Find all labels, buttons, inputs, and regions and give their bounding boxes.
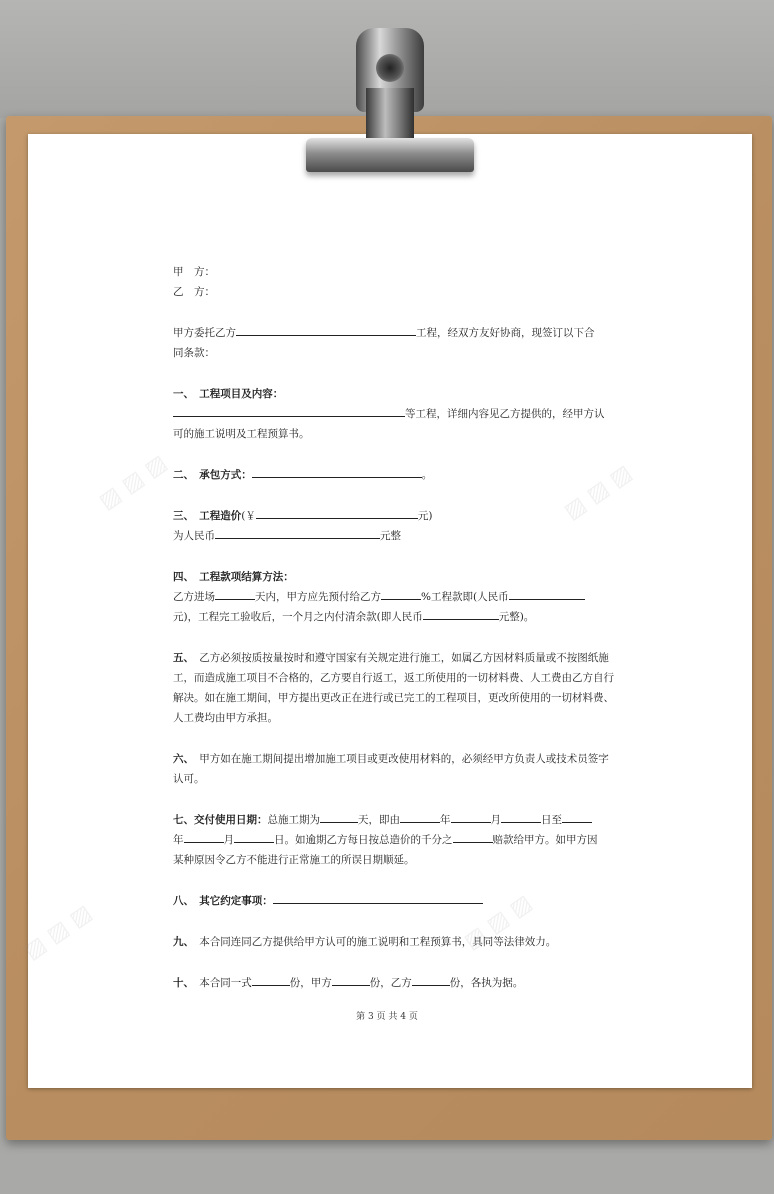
watermark: ▨ ▨ ▨ xyxy=(19,900,97,965)
section-5-line-2: 工，而造成施工项目不合格的，乙方要自行返工，返工所使用的一切材料费、人工费由乙方自行 xyxy=(173,672,614,684)
section-9-line: 九、 本合同连同乙方提供给甲方认可的施工说明和工程预算书，具同等法律效力。 xyxy=(173,936,557,948)
page-number-footer: 第 3 页 共 4 页 xyxy=(356,1012,418,1022)
section-6-line-1: 六、 甲方如在施工期间提出增加施工项目或更改使用材料的，必须经甲方负责人或技术员签字 xyxy=(173,753,609,765)
section-1-title: 一、 工程项目及内容： xyxy=(173,388,284,400)
section-7-line-2: 年 月 日。如逾期乙方每日按总造价的千分之 赔款给甲方。如甲方因 xyxy=(173,830,613,850)
section-5-line-4: 人工费均由甲方承担。 xyxy=(173,712,278,724)
section-3-line-2: 为人民币 元整 xyxy=(173,526,613,546)
section-1-line-1: 等工程，详细内容见乙方提供的，经甲方认 xyxy=(173,404,613,424)
section-8-line: 八、 其它约定事项： xyxy=(173,891,613,911)
watermark: ▨ ▨ ▨ xyxy=(559,460,637,525)
watermark: ▨ ▨ ▨ xyxy=(459,890,537,955)
section-6-line-2: 认可。 xyxy=(173,773,205,785)
binder-clip-body xyxy=(366,88,414,144)
section-7-line-3: 某种原因令乙方不能进行正常施工的所误日期顺延。 xyxy=(173,854,415,866)
section-10-line: 十、 本合同一式 份，甲方 份，乙方 份，各执为据。 xyxy=(173,973,613,993)
section-5-line-1: 五、 乙方必须按质按量按时和遵守国家有关规定进行施工，如属乙方因材料质量或不按图纸施 xyxy=(173,652,609,664)
section-4-line-2: 元)，工程完工验收后，一个月之内付清余款(即人民币 元整)。 xyxy=(173,607,613,627)
intro-line-2: 同条款： xyxy=(173,347,215,359)
watermark: ▨ ▨ ▨ xyxy=(94,450,172,515)
section-5-line-3: 解决。如在施工期间，甲方提出更改正在进行或已完工的工程项目，更改所使用的一切材料费、 xyxy=(173,692,614,704)
party-b-line: 乙 方： xyxy=(173,286,215,298)
section-4-title: 四、 工程款项结算方法： xyxy=(173,571,294,583)
intro-line-1: 甲方委托乙方 工程，经双方友好协商，现签订以下合 xyxy=(173,323,613,343)
section-4-line-1: 乙方进场 天内，甲方应先预付给乙方 %工程款即(人民币 xyxy=(173,587,613,607)
section-7-line-1: 七、交付使用日期：总施工期为 天，即由 年 月 日至 xyxy=(173,810,613,830)
section-3-line-1: 三、 工程造价(￥ 元) xyxy=(173,506,613,526)
section-2-line: 二、 承包方式： 。 xyxy=(173,465,613,485)
section-1-line-2: 可的施工说明及工程预算书。 xyxy=(173,428,310,440)
contract-text xyxy=(173,262,613,993)
binder-clip-base xyxy=(306,138,474,172)
party-a-line: 甲 方： xyxy=(173,266,215,278)
